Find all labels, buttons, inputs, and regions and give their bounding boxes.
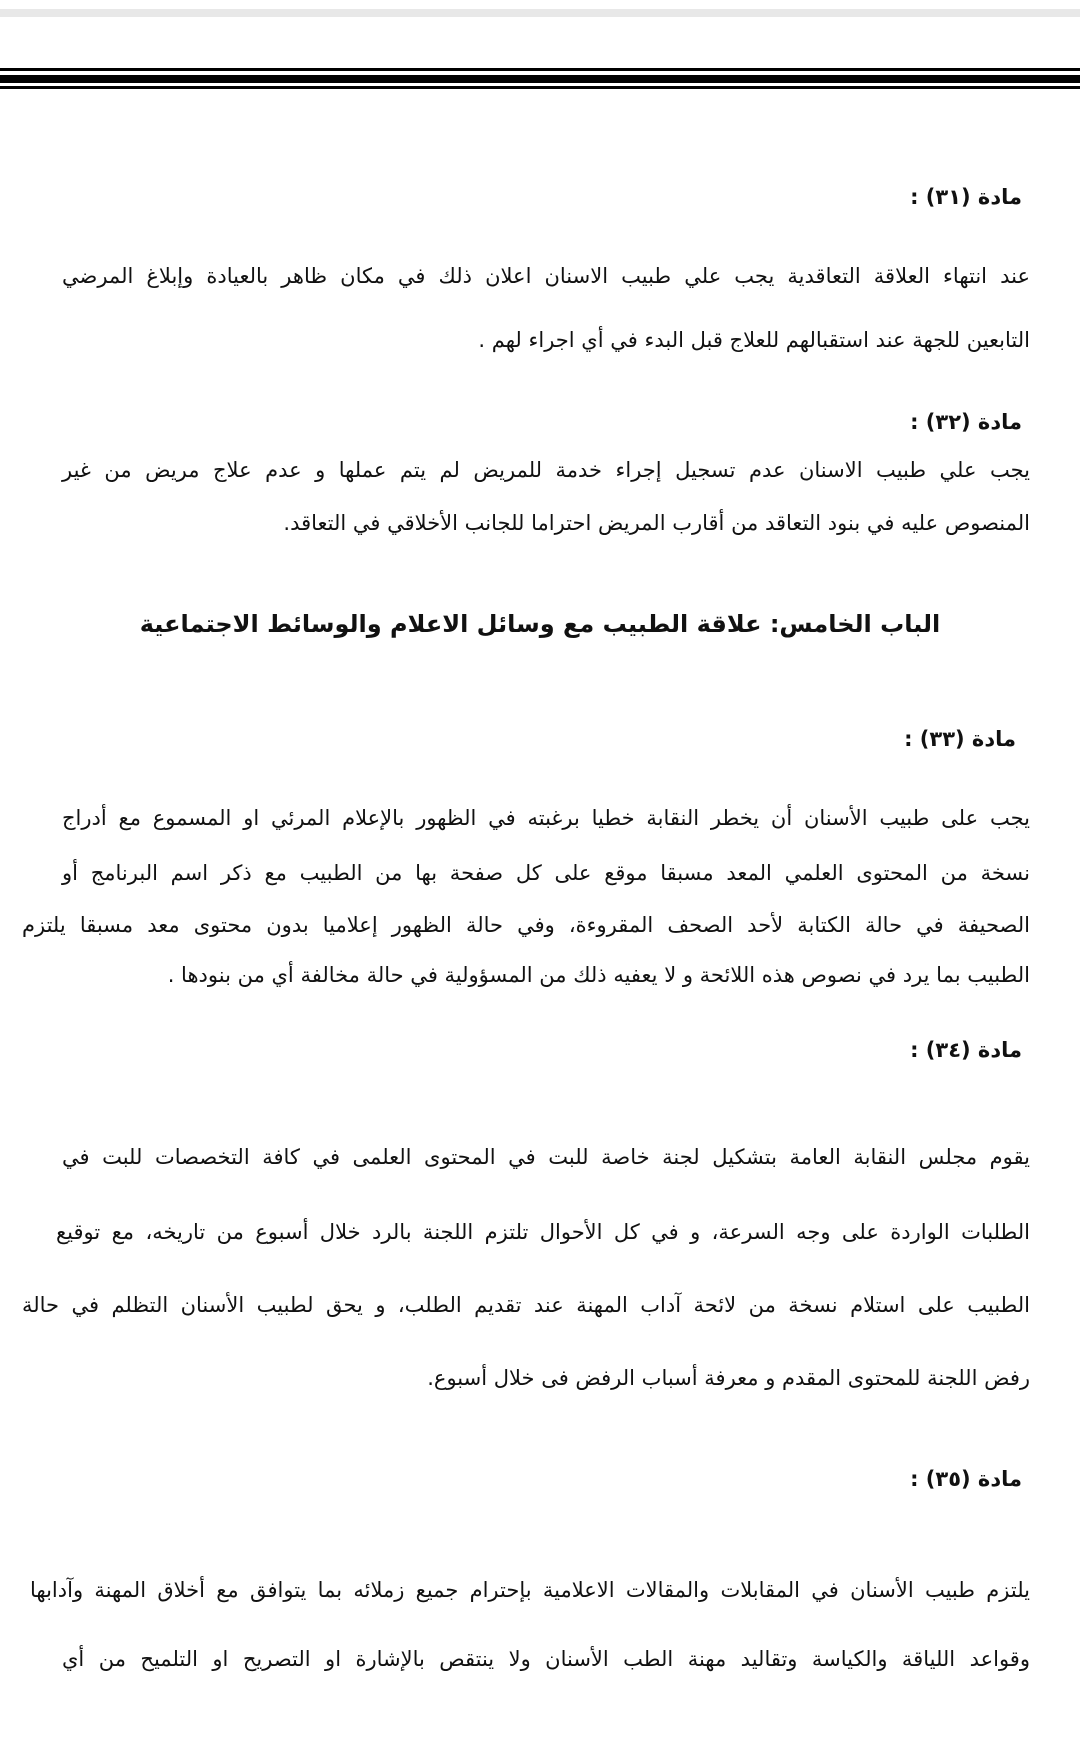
article-33-line: الطبيب بما يرد في نصوص هذه اللائحة و لا يعفيه ذلك من المسؤولية في حالة مخالفة أي من بنودها . (167, 963, 1030, 987)
header-rule-thin-top (0, 68, 1080, 71)
article-33-line: يجب على طبيب الأسنان أن يخطر النقابة خطيا برغبته في الظهور بالإعلام المرئي او المسموع مع أدراج (62, 806, 1030, 830)
top-scroll-bar (0, 9, 1080, 17)
article-35-line: وقواعد اللياقة والكياسة وتقاليد مهنة الطب الأسنان ولا ينتقص بالإشارة او التصريح او التلميح من أي (62, 1647, 1030, 1671)
article-33-heading: مادة (٣٣) : (904, 727, 1016, 751)
chapter-title: الباب الخامس: علاقة الطبيب مع وسائل الاعلام والوسائط الاجتماعية (139, 610, 941, 638)
article-35-heading: مادة (٣٥) : (910, 1467, 1022, 1491)
article-32-heading: مادة (٣٢) : (910, 410, 1022, 434)
article-34-line: الطبيب على استلام نسخة من لائحة آداب المهنة عند تقديم الطلب، و يحق لطبيب الأسنان التظلم في حالة (22, 1293, 1030, 1317)
article-35-line: يلتزم طبيب الأسنان في المقابلات والمقالات الاعلامية بإحترام جميع زملائه بما يتوافق مع أخلاق المهنة وآدابها (30, 1578, 1030, 1602)
article-34-line: يقوم مجلس النقابة العامة بتشكيل لجنة خاصة للبت في المحتوى العلمى في كافة التخصصات للبت في (62, 1145, 1030, 1169)
article-34-heading: مادة (٣٤) : (910, 1038, 1022, 1062)
article-34-line: رفض اللجنة للمحتوى المقدم و معرفة أسباب الرفض فى خلال أسبوع. (427, 1366, 1030, 1390)
article-31-line: عند انتهاء العلاقة التعاقدية يجب علي طبيب الاسنان اعلان ذلك في مكان ظاهر بالعيادة وإبلاغ المرضي (62, 264, 1030, 288)
article-31-line: التابعين للجهة عند استقبالهم للعلاج قبل البدء في أي اجراء لهم . (478, 328, 1030, 352)
header-rule-thick (0, 75, 1080, 83)
article-33-line: الصحيفة في حالة الكتابة لأحد الصحف المقروءة، وفي حالة الظهور إعلاميا بدون محتوى معد مسبقا يلتزم (22, 913, 1030, 937)
article-31-heading: مادة (٣١) : (910, 185, 1022, 209)
article-32-line: يجب علي طبيب الاسنان عدم تسجيل إجراء خدمة للمريض لم يتم عملها و عدم علاج مريض من غير (62, 458, 1030, 482)
header-rule-thin-bottom (0, 86, 1080, 89)
article-33-line: نسخة من المحتوى العلمي المعد مسبقا موقع على كل صفحة بها من الطبيب مع ذكر اسم البرنامج أو (62, 861, 1030, 885)
article-34-line: الطلبات الواردة على وجه السرعة، و في كل الأحوال تلتزم اللجنة بالرد خلال أسبوع من تاريخه، مع توقيع (56, 1220, 1030, 1244)
article-32-line: المنصوص عليه في بنود التعاقد من أقارب المريض احتراما للجانب الأخلاقي في التعاقد. (283, 511, 1030, 535)
